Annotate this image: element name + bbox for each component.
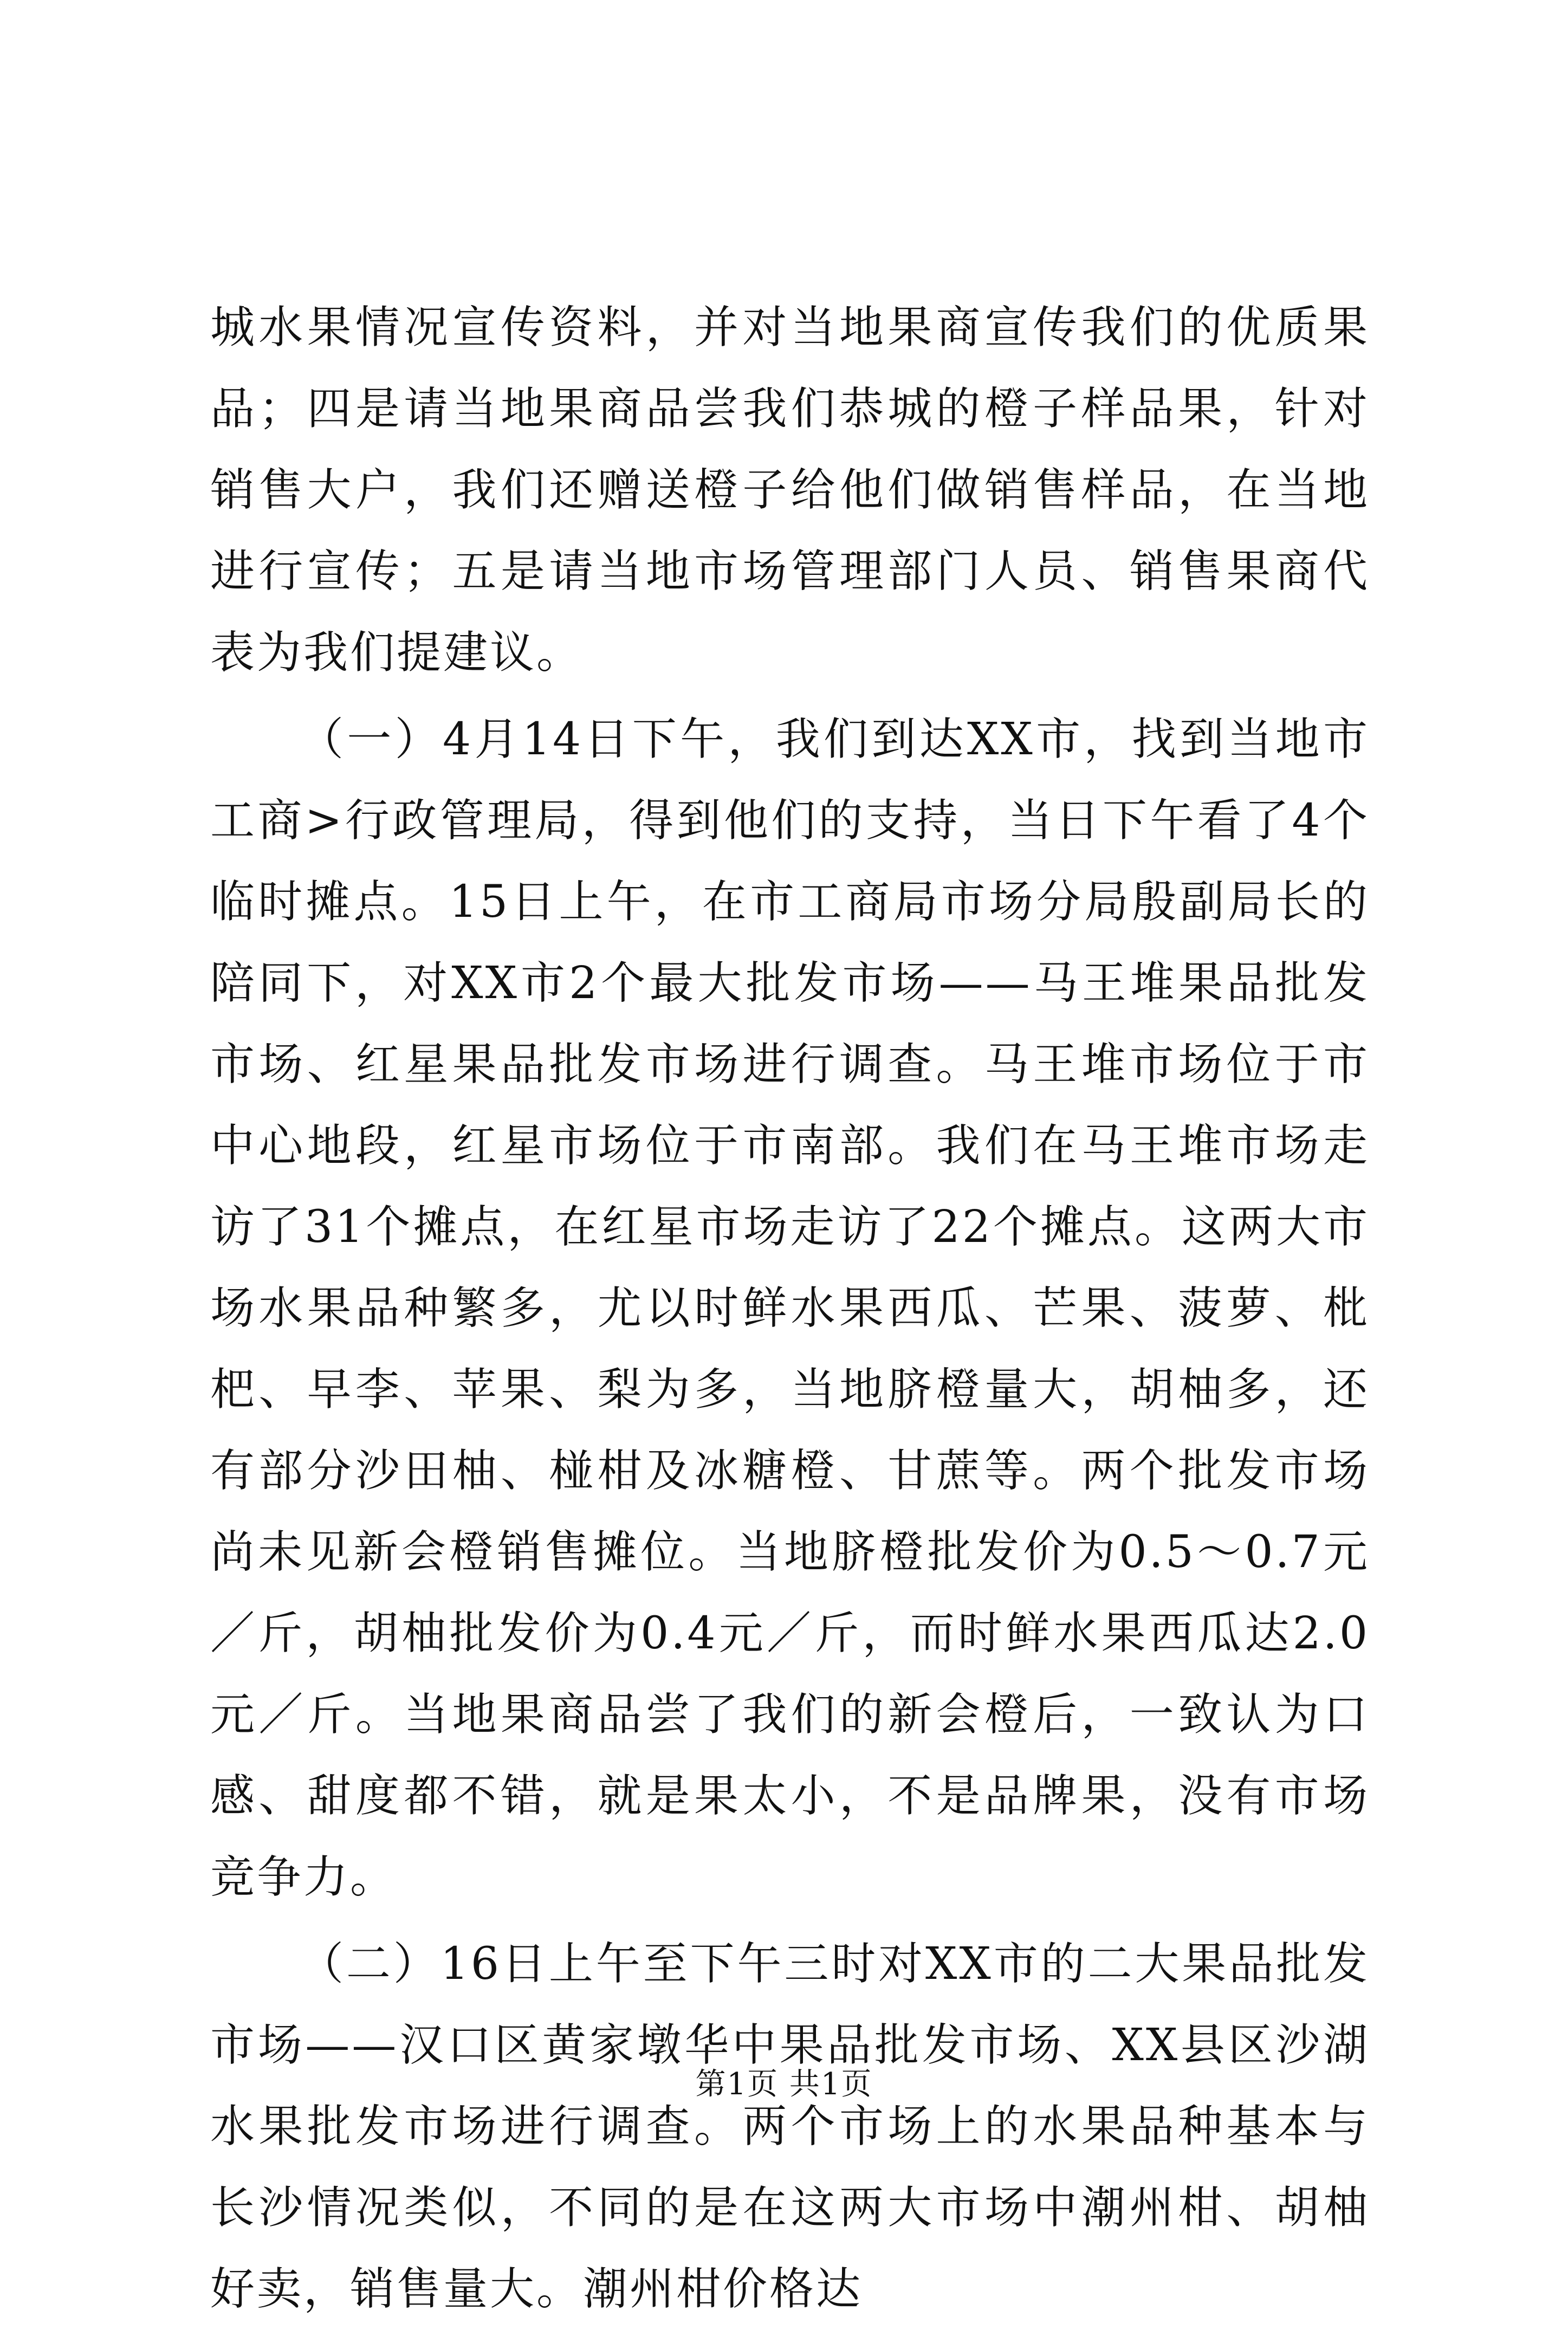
paragraph-section-one: （一）4月14日下午，我们到达XX市，找到当地市工商>行政管理局，得到他们的支持，当日下午看了4个临时摊点。15日上午，在市工商局市场分局殷副局长的陪同下，对XX市2个最大批发市场——马王堆果品批发市场、红星果品批发市场进行调查。马王堆市场位于市中心地段，红星市场位于市南部。我们在马王堆市场走访了31个摊点，在红星市场走访了22个摊点。这两大市场水果品种繁多，尤以时鲜水果西瓜、芒果、菠萝、枇杷、早李、苹果、梨为多，当地脐橙量大，胡柚多，还有部分沙田柚、椪柑及冰糖橙、甘蔗等。两个批发市场尚未见新会橙销售摊位。当地脐橙批发价为0.5～0.7元／斤，胡柚批发价为0.4元／斤，而时鲜水果西瓜达2.0元／斤。当地果商品尝了我们的新会橙后，一致认为口感、甜度都不错，就是果太小，不是品牌果，没有市场竞争力。 <box>210 714 1370 1903</box>
paragraph-section-two: （二）16日上午至下午三时对XX市的二大果品批发市场——汉口区黄家墩华中果品批发市场、XX县区沙湖水果批发市场进行调查。两个市场上的水果品种基本与长沙情况类似，不同的是在这两大市场中潮州柑、胡柚好卖，销售量大。潮州柑价格达 <box>210 1938 1370 2315</box>
page-footer: 第1页 共1页 <box>695 2067 873 2102</box>
paragraph-continued: 城水果情况宣传资料，并对当地果商宣传我们的优质果品；四是请当地果商品尝我们恭城的橙子样品果，针对销售大户，我们还赠送橙子给他们做销售样品，在当地进行宣传；五是请当地市场管理部门人员、销售果商代表为我们提建议。 <box>210 302 1370 678</box>
document-body <box>210 287 1370 2330</box>
